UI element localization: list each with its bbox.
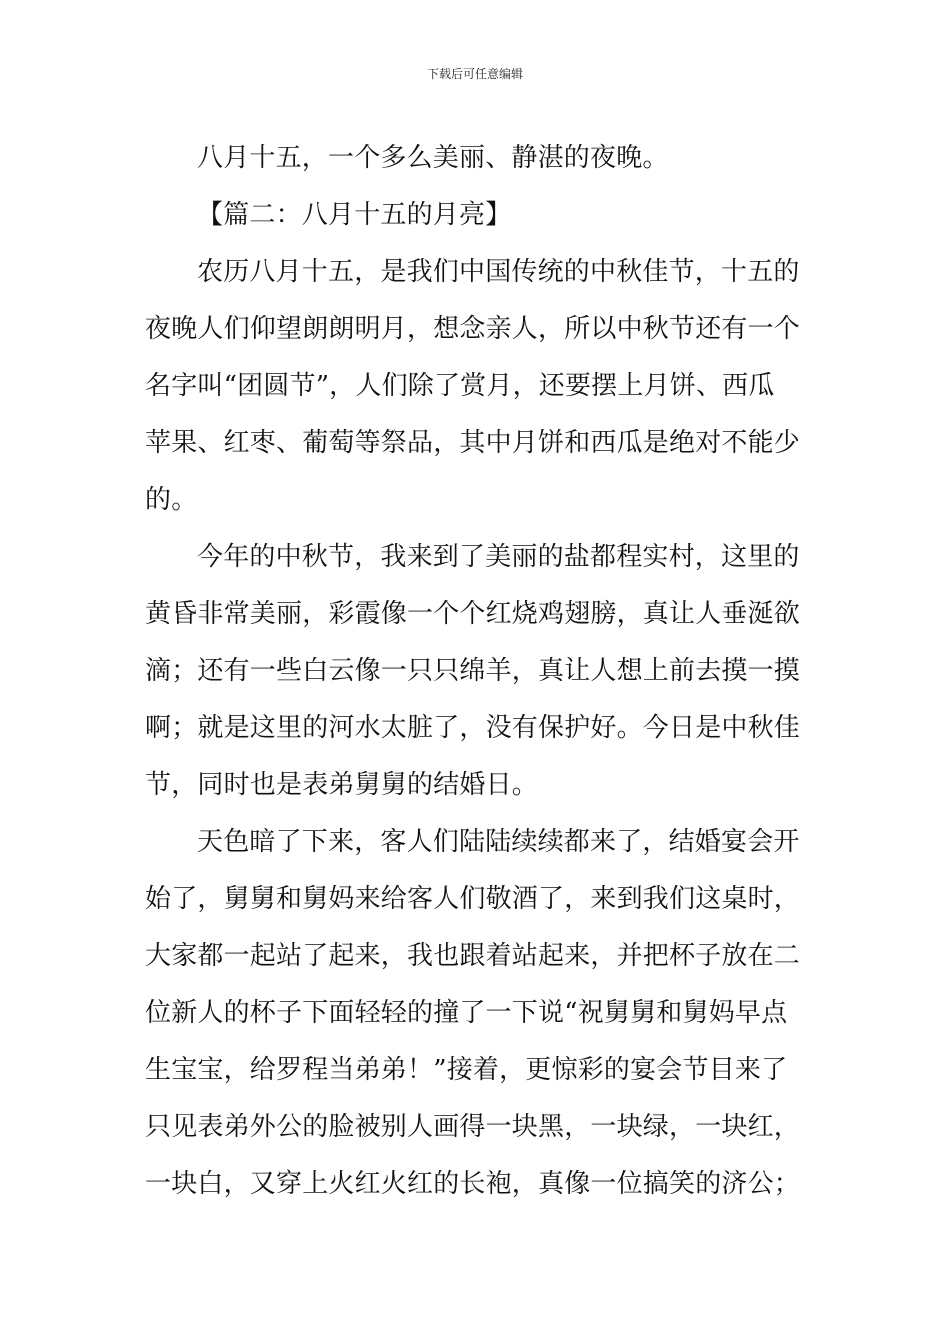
text-line: 始了，舅舅和舅妈来给客人们敬酒了，来到我们这桌时， xyxy=(145,884,801,914)
text-line: 黄昏非常美丽，彩霞像一个个红烧鸡翅膀，真让人垂涎欲 xyxy=(145,599,801,629)
section-title: 【篇二：八月十五的月亮】 xyxy=(197,200,512,230)
text-line: 滴；还有一些白云像一只只绵羊，真让人想上前去摸一摸 xyxy=(145,656,801,686)
text-line: 名字叫“团圆节”，人们除了赏月，还要摆上月饼、西瓜 xyxy=(145,371,775,401)
text-line: 一块白，又穿上火红火红的长袍，真像一位搞笑的济公； xyxy=(145,1169,801,1199)
text-line: 农历八月十五，是我们中国传统的中秋佳节，十五的 xyxy=(197,257,800,287)
text-line: 只见表弟外公的脸被别人画得一块黑，一块绿，一块红， xyxy=(145,1112,801,1142)
text-line: 八月十五，一个多么美丽、静湛的夜晚。 xyxy=(197,143,669,173)
text-line: 夜晚人们仰望朗朗明月，想念亲人，所以中秋节还有一个 xyxy=(145,314,801,344)
text-line: 啊；就是这里的河水太脏了，没有保护好。今日是中秋佳 xyxy=(145,713,801,743)
document-body xyxy=(145,130,805,1213)
text-line: 天色暗了下来，客人们陆陆续续都来了，结婚宴会开 xyxy=(197,827,800,857)
text-line: 大家都一起站了起来，我也跟着站起来，并把杯子放在二 xyxy=(145,941,801,971)
text-line: 节，同时也是表弟舅舅的结婚日。 xyxy=(145,770,539,800)
page-header: 下载后可任意编辑 xyxy=(426,67,523,81)
text-line: 生宝宝，给罗程当弟弟！”接着，更惊彩的宴会节目来了 xyxy=(145,1055,788,1085)
text-line: 位新人的杯子下面轻轻的撞了一下说“祝舅舅和舅妈早点 xyxy=(145,998,788,1028)
text-line: 苹果、红枣、葡萄等祭品，其中月饼和西瓜是绝对不能少 xyxy=(145,428,801,458)
text-line: 的。 xyxy=(145,485,198,515)
text-line: 今年的中秋节，我来到了美丽的盐都程实村，这里的 xyxy=(197,542,800,572)
